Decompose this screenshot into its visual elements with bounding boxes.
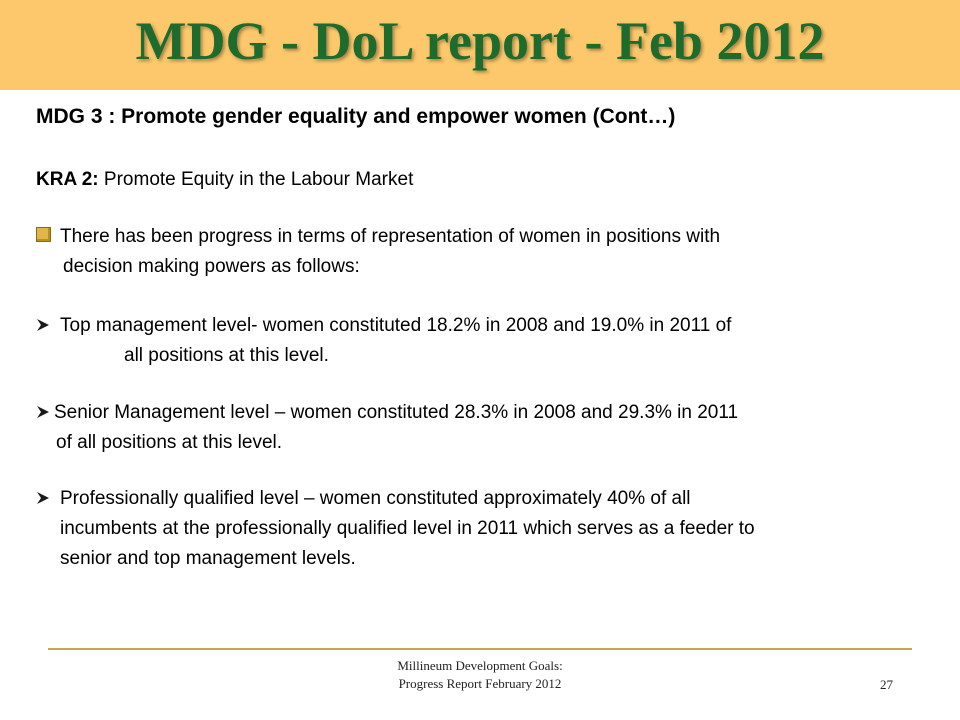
section-heading: MDG 3 : Promote gender equality and empower women (Cont…) — [36, 105, 676, 128]
bullet-senior-management — [36, 398, 946, 458]
arrow-bullet-icon — [36, 405, 50, 419]
title-banner — [0, 0, 960, 90]
bullet-2-line-2: of all positions at this level. — [56, 432, 283, 453]
bullet-top-management — [36, 311, 946, 371]
arrow-bullet-icon — [36, 318, 50, 332]
bullet-1-line-2: all positions at this level. — [124, 345, 329, 366]
kra-line — [36, 167, 936, 193]
bullet-3-line-1: Professionally qualified level – women constituted approximately 40% of all — [36, 484, 946, 514]
slide-title: MDG - DoL report - Feb 2012 — [135, 11, 825, 71]
footer-divider — [48, 648, 912, 650]
footer-line-2: Progress Report February 2012 — [398, 676, 562, 691]
kra-text: Promote Equity in the Labour Market — [98, 169, 414, 190]
footer-caption — [280, 657, 680, 693]
page-number: 27 — [880, 677, 893, 692]
arrow-bullet-icon — [36, 491, 50, 505]
bullet-2-line-1: Senior Management level – women constituted 28.3% in 2008 and 29.3% in 2011 — [36, 398, 946, 428]
square-bullet-icon — [36, 227, 51, 242]
bullet-1-line-1: Top management level- women constituted 18.2% in 2008 and 19.0% in 2011 of — [36, 311, 946, 341]
intro-line-1: There has been progress in terms of representation of women in positions with — [36, 222, 946, 252]
kra-label: KRA 2: — [36, 169, 99, 190]
bullet-3-line-3: senior and top management levels. — [60, 548, 356, 569]
intro-paragraph — [36, 222, 946, 282]
intro-line-2: decision making powers as follows: — [63, 256, 360, 277]
bullet-3-line-2: incumbents at the professionally qualified level in 2011 which serves as a feeder to — [60, 518, 755, 539]
footer-line-1: Millineum Development Goals: — [397, 658, 563, 673]
bullet-professionally-qualified — [36, 484, 946, 574]
